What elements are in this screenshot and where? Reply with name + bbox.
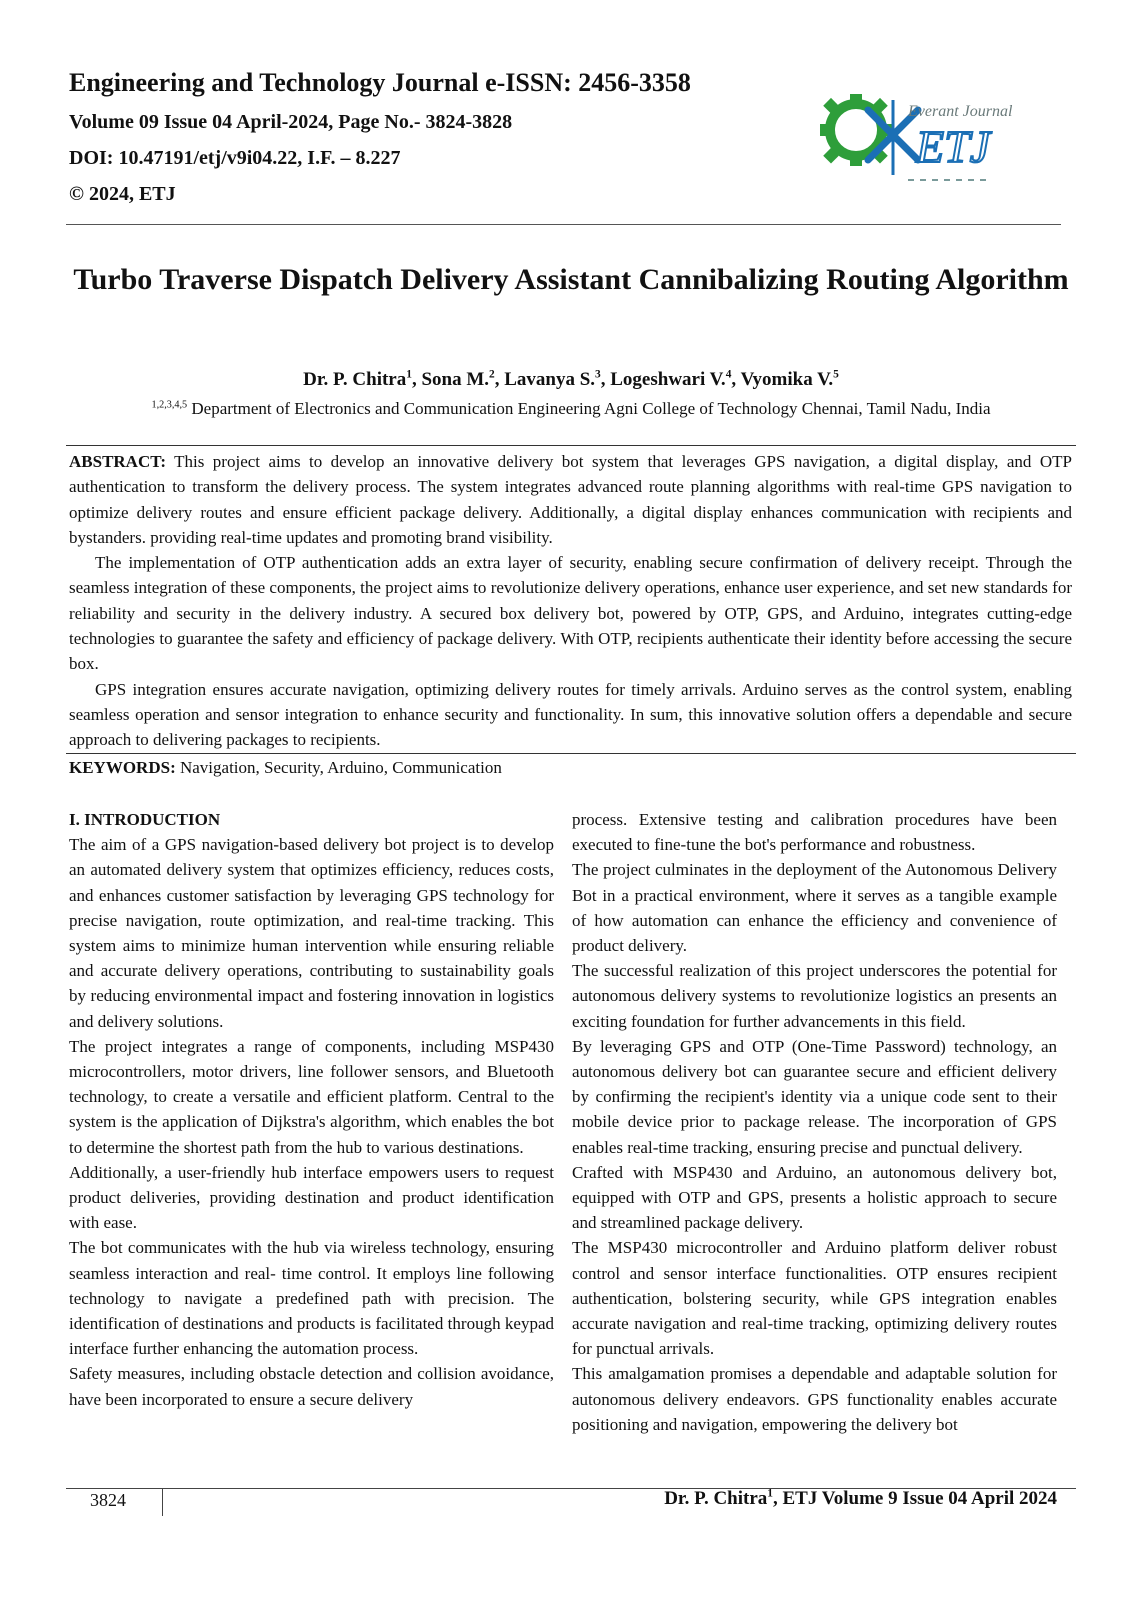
- abstract-bottom-rule: [66, 753, 1076, 754]
- author-name: Vyomika V.: [740, 369, 834, 390]
- logo-caption: Everant Journal: [908, 103, 1013, 120]
- keywords: [69, 758, 1072, 778]
- journal-name: Engineering and Technology Journal e-ISSN: 2456-3358: [69, 68, 691, 97]
- abstract-paragraph-1: This project aims to develop an innovative delivery bot system that leverages GPS navigation, a digital display, and OTP authentication to transform the delivery process. The system integrates advanced route planning algorithms with real-time GPS navigation to optimize delivery routes and ensure efficient package delivery. Additionally, a digital display enhances communication with recipients and bystanders. providing real-time updates and promoting brand visibility.: [69, 452, 1072, 547]
- volume-line: Volume 09 Issue 04 April-2024, Page No.- 3824-3828: [69, 111, 513, 133]
- keywords-text: Navigation, Security, Arduino, Communication: [179, 758, 502, 777]
- doi-line: DOI: 10.47191/etj/v9i04.22, I.F. – 8.227: [69, 147, 401, 169]
- author-list: Dr. P. Chitra$^1$, Sona M.$^2$, Lavanya S.$^3$, Logeshwari V.$^4$, Vyomika V.$^5$: [303, 368, 839, 390]
- author-name: Dr. P. Chitra: [303, 369, 407, 390]
- body-paragraph: The project integrates a range of components, including MSP430 microcontrollers, motor drivers, line follower sensors, and Bluetooth technology, to create a versatile and efficient platform. Central to the system is the application of Dijkstra's algorithm, which enables the bot to determine the shortest path from the hub to various destinations.: [69, 1036, 554, 1157]
- author-sup: 5: [833, 368, 839, 381]
- body-paragraph: This amalgamation promises a dependable and adaptable solution for autonomous delivery endeavors. GPS functionality enables accurate positioning and navigation, empowering the delivery bot: [572, 1364, 1057, 1434]
- body-paragraph: Crafted with MSP430 and Arduino, an autonomous delivery bot, equipped with OTP and GPS, presents a holistic approach to secure and streamlined package delivery.: [572, 1162, 1057, 1233]
- keywords-label: KEYWORDS:: [69, 758, 176, 777]
- body-paragraph: The successful realization of this project underscores the potential for autonomous delivery systems to revolutionize logistics an presents an exciting foundation for further advancements in this field.: [572, 961, 1057, 1031]
- right-column: [572, 807, 1057, 1437]
- body-paragraph: The MSP430 microcontroller and Arduino platform deliver robust control and sensor interface functionalities. OTP ensures recipient authentication, bolstering security, while GPS integration enables accurate navigation and real-time tracking, optimizing delivery routes for punctual arrivals.: [572, 1238, 1057, 1359]
- footer-sup: 1: [767, 1487, 773, 1500]
- copyright-line: © 2024, ETJ: [69, 183, 176, 205]
- abstract-paragraph-3: GPS integration ensures accurate navigation, optimizing delivery routes for timely arrivals. Arduino serves as the control system, enabling seamless operation and sensor integration to enhance security and functionality. In sum, this innovative solution offers a dependable and secure approach to delivering packages to recipients.: [69, 679, 1072, 750]
- running-footer: [664, 1488, 1057, 1510]
- paper-title: Turbo Traverse Dispatch Delivery Assistant Cannibalizing Routing Algorithm: [73, 263, 1069, 296]
- abstract-paragraph-2: The implementation of OTP authentication adds an extra layer of security, enabling secure confirmation of delivery receipt. Through the seamless integration of these components, the project aims to revolutionize delivery operations, enhance user experience, and set new standards for reliability and security in the delivery industry. A secured box delivery bot, powered by OTP, GPS, and Arduino, integrates cutting-edge technologies to guarantee the safety and efficiency of package delivery. With OTP, recipients authenticate their identity before accessing the secure box.: [69, 553, 1072, 674]
- body-paragraph: The aim of a GPS navigation-based delivery bot project is to develop an automated delivery system that optimizes efficiency, reduces costs, and enhances customer satisfaction by leveraging GPS technology for precise navigation, route optimization, and real-time tracking. This system aims to minimize human intervention while ensuring reliable and accurate delivery operations, contributing to sustainability goals by reducing environmental impact and fostering innovation in logistics and delivery solutions.: [69, 835, 554, 1031]
- abstract: [69, 449, 1072, 753]
- author-name: Logeshwari V.: [610, 369, 726, 390]
- author-sup: 1: [406, 368, 412, 381]
- page-number: 3824: [90, 1490, 126, 1510]
- logo-mark: ETJ: [916, 121, 991, 172]
- author-sup: 2: [489, 368, 495, 381]
- section-heading: I. INTRODUCTION: [69, 810, 221, 829]
- etj-logo-graphic: [808, 80, 1033, 190]
- author-sup: 3: [595, 368, 601, 381]
- body-paragraph: Additionally, a user-friendly hub interface empowers users to request product deliveries, providing destination and product identification with ease.: [69, 1162, 554, 1233]
- body-paragraph: process. Extensive testing and calibration procedures have been executed to fine-tune the bot's performance and robustness.: [572, 810, 1057, 855]
- body-paragraph: By leveraging GPS and OTP (One-Time Password) technology, an autonomous delivery bot can guarantee secure and efficient delivery by confirming the recipient's identity via a unique code sent to their mobile device prior to package release. The incorporation of GPS enables real-time tracking, ensuring precise and punctual delivery.: [572, 1036, 1057, 1157]
- left-column: [69, 807, 554, 1412]
- author-name: Sona M.: [421, 369, 490, 390]
- footer-separator: [162, 1488, 163, 1516]
- footer-author: Dr. P. Chitra: [664, 1488, 768, 1509]
- author-name: Lavanya S.: [504, 369, 596, 390]
- affiliation: [66, 399, 1076, 419]
- affiliation-sup: 1,2,3,4,5: [151, 399, 188, 411]
- header-divider: [66, 224, 1061, 225]
- affiliation-text: Department of Electronics and Communication Engineering Agni College of Technology Chennai, Tamil Nadu, India: [191, 399, 991, 418]
- abstract-label: ABSTRACT:: [69, 452, 166, 471]
- body-paragraph: The project culminates in the deployment of the Autonomous Delivery Bot in a practical environment, where it serves as a tangible example of how automation can enhance the efficiency and convenience of product delivery.: [572, 860, 1057, 956]
- footer-text: , ETJ Volume 9 Issue 04 April 2024: [773, 1488, 1057, 1509]
- etj-logo: [808, 80, 1033, 190]
- author-sup: 4: [725, 368, 732, 381]
- body-paragraph: The bot communicates with the hub via wireless technology, ensuring seamless interaction and real- time control. It employs line following technology to navigate a predefined path with precision. The identification of destinations and products is facilitated through keypad interface further enhancing the automation process.: [69, 1238, 554, 1359]
- abstract-top-rule: [66, 445, 1076, 446]
- body-paragraph: Safety measures, including obstacle detection and collision avoidance, have been incorporated to ensure a secure delivery: [69, 1364, 554, 1409]
- journal-header: [69, 66, 769, 218]
